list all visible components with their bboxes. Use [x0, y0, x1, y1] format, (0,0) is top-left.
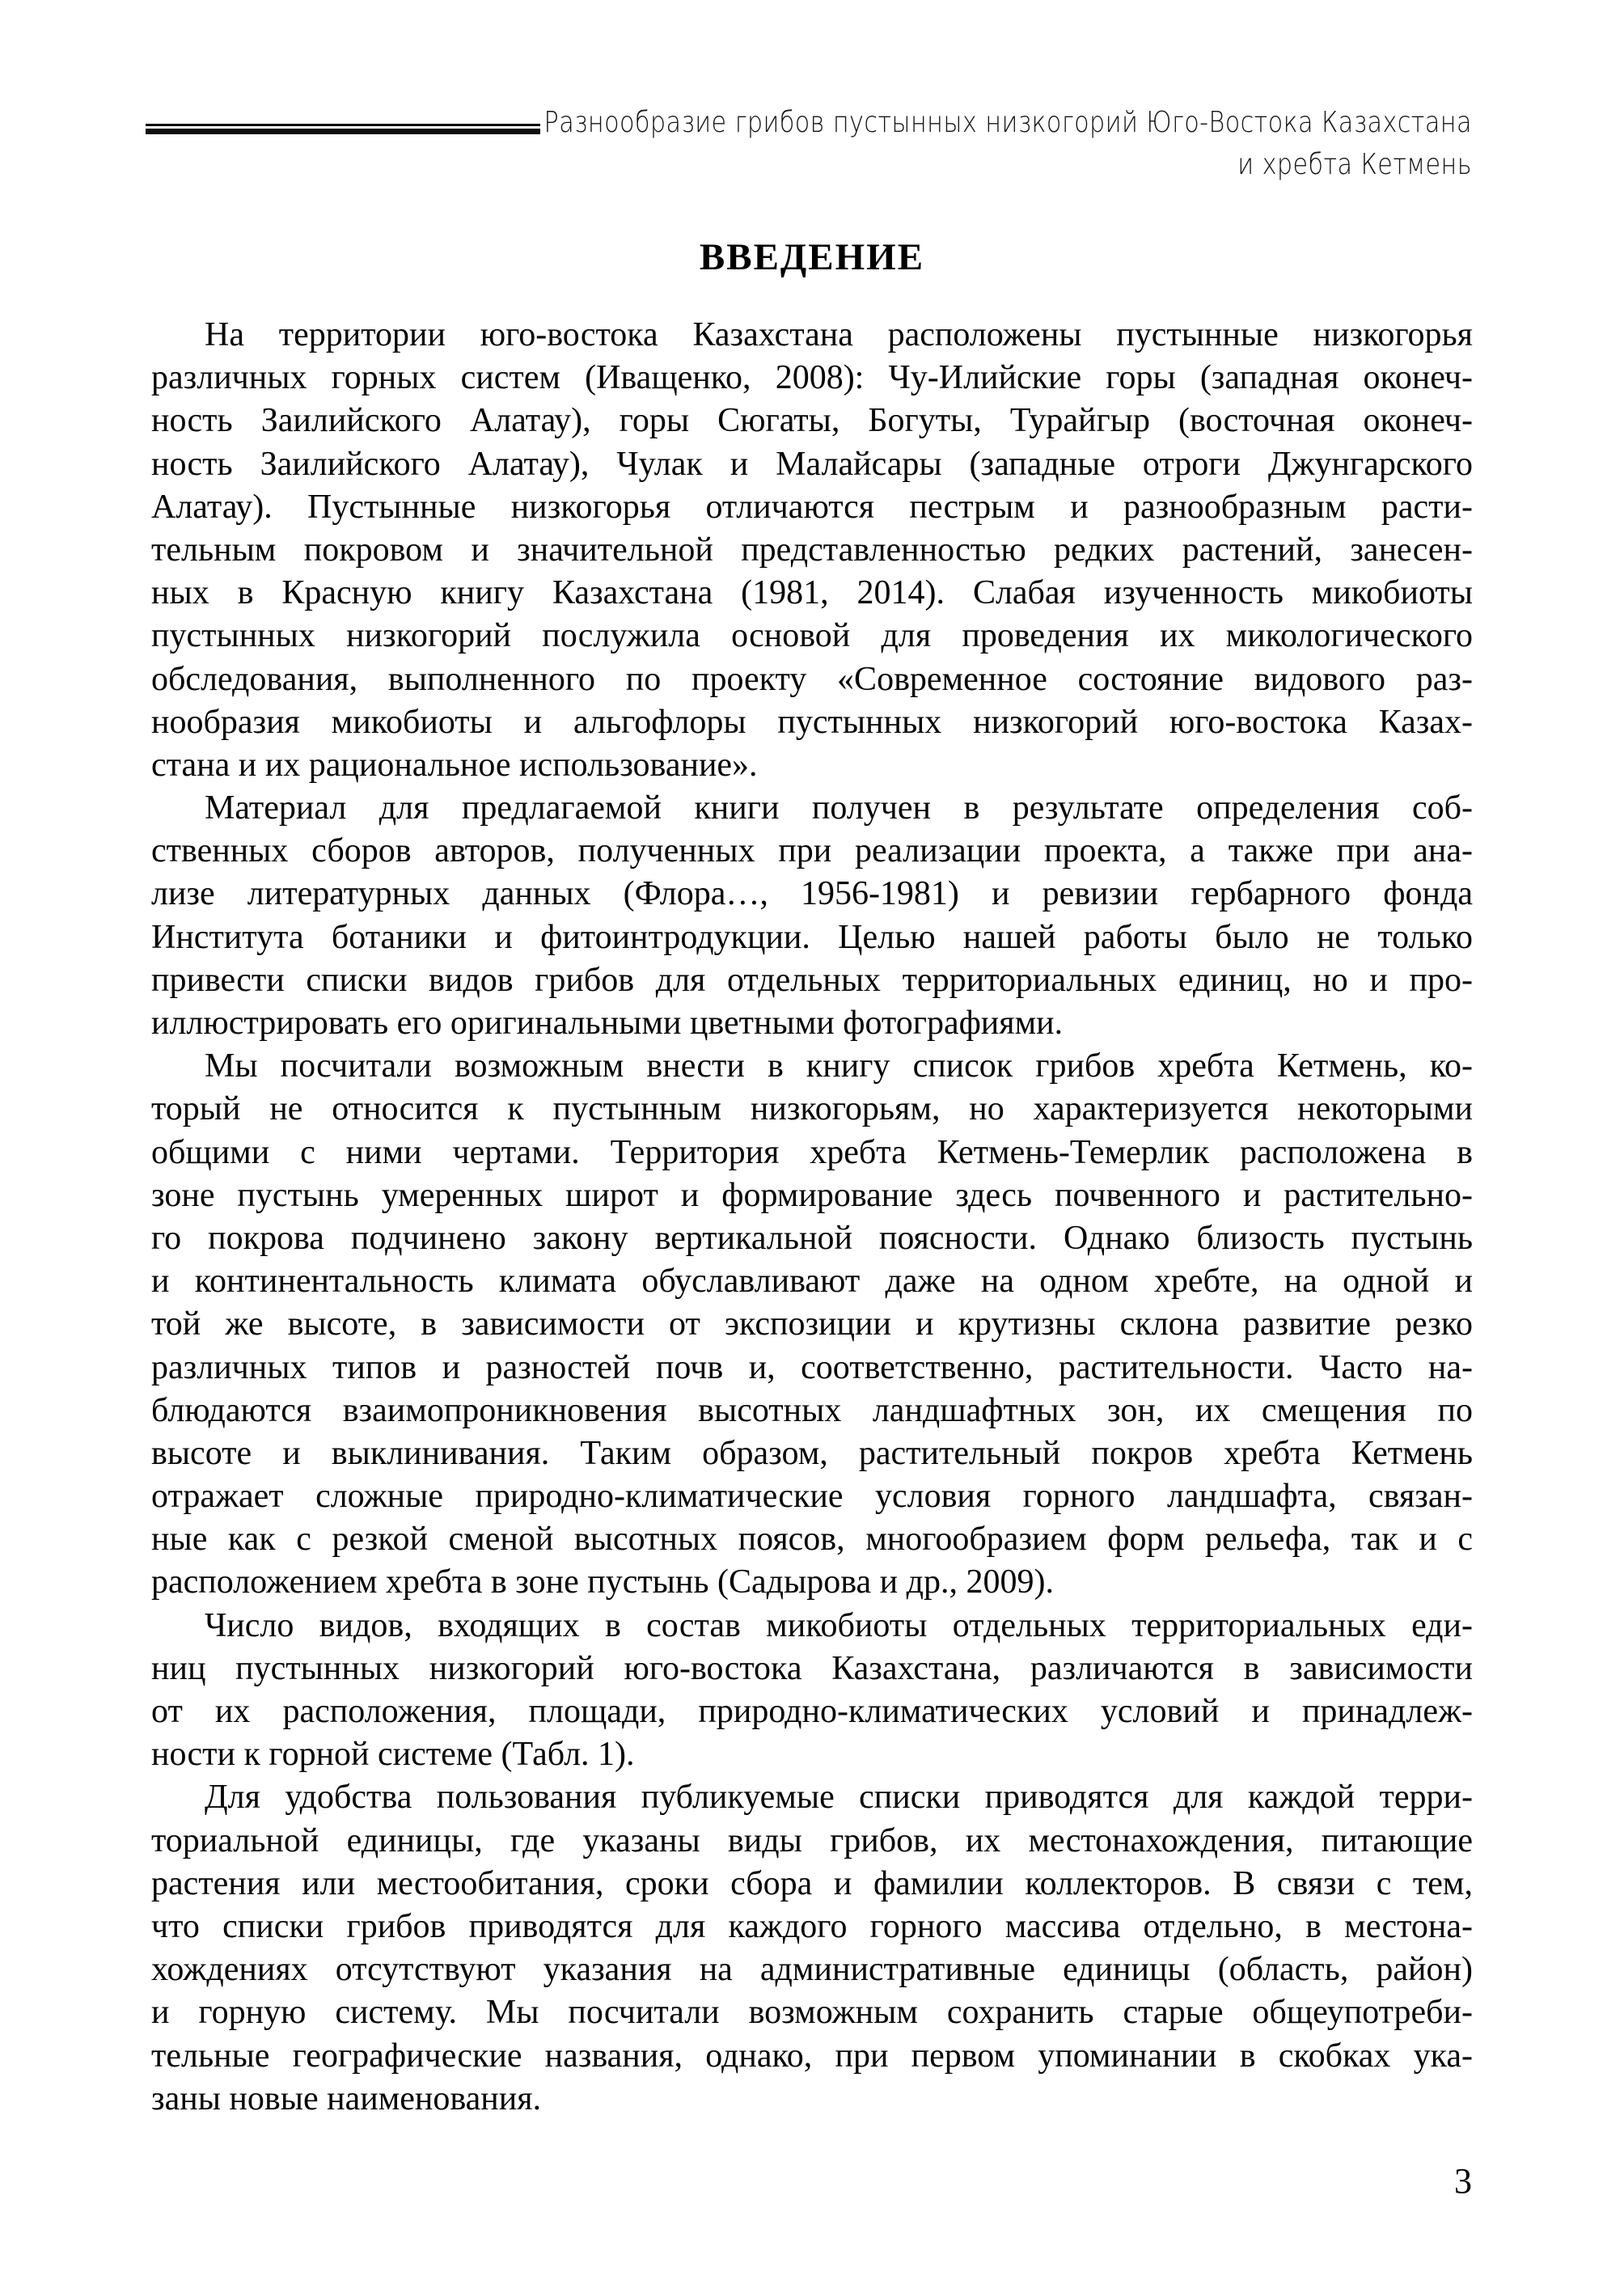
- body-line: Мы посчитали возможным внести в книгу список грибов хребта Кетмень, ко-: [205, 1047, 1473, 1085]
- body-line: го покрова подчинено закону вертикальной поясности. Однако близость пустынь: [151, 1219, 1473, 1257]
- body-line: ториальной единицы, где указаны виды грибов, их местонахождения, питающие: [151, 1821, 1473, 1859]
- chapter-title: ВВЕДЕНИЕ: [699, 236, 925, 279]
- body-line: Института ботаники и фитоинтродукции. Целью нашей работы было не только: [151, 918, 1473, 956]
- body-line: блюдаются взаимопроникновения высотных ландшафтных зон, их смещения по: [151, 1391, 1473, 1429]
- body-line: Алатау). Пустынные низкогорья отличаются пестрым и разнообразным расти-: [151, 488, 1473, 526]
- body-line: ных в Красную книгу Казахстана (1981, 2014). Слабая изученность микобиоты: [151, 574, 1473, 612]
- body-line: отражает сложные природно-климатические условия горного ландшафта, связан-: [151, 1478, 1473, 1516]
- body-line: и континентальность климата обуславливают даже на одном хребте, на одной и: [151, 1263, 1473, 1301]
- body-line: привести списки видов грибов для отдельных территориальных единиц, но и про-: [151, 961, 1473, 999]
- running-header-line-2: и хребта Кетмень: [1237, 148, 1472, 181]
- body-line: что списки грибов приводятся для каждого горного массива отдельно, в местона-: [151, 1907, 1473, 1945]
- body-line: той же высоте, в зависимости от экспозиции и крутизны склона развитие резко: [151, 1305, 1473, 1343]
- body-line: зоне пустынь умеренных широт и формирование здесь почвенного и растительно-: [151, 1176, 1473, 1214]
- body-line: обследования, выполненного по проекту «Современное состояние видового раз-: [151, 660, 1473, 698]
- body-line: торый не относится к пустынным низкогорьям, но характеризуется некоторыми: [151, 1090, 1473, 1128]
- body-line: различных типов и разностей почв и, соответственно, растительности. Часто на-: [151, 1348, 1473, 1386]
- body-line: ность Заилийского Алатау), горы Сюгаты, Богуты, Турайгыр (восточная оконеч-: [151, 402, 1473, 440]
- body-line: Материал для предлагаемой книги получен в результате определения соб-: [205, 789, 1473, 827]
- body-line: хождениях отсутствуют указания на административные единицы (область, район): [151, 1951, 1473, 1989]
- body-line: тельные географические названия, однако, при первом упоминании в скобках ука-: [151, 2037, 1473, 2075]
- body-line: различных горных систем (Иващенко, 2008): Чу-Илийские горы (западная оконеч-: [151, 359, 1473, 397]
- body-line: ственных сборов авторов, полученных при реализации проекта, а также при ана-: [151, 832, 1473, 870]
- body-line: высоте и выклинивания. Таким образом, растительный покров хребта Кетмень: [151, 1434, 1473, 1472]
- body-line: ные как с резкой сменой высотных поясов, многообразием форм рельефа, так и с: [151, 1521, 1473, 1559]
- body-line: нообразия микобиоты и альгофлоры пустынных низкогорий юго-востока Казах-: [151, 703, 1473, 741]
- body-line: иллюстрировать его оригинальными цветными фотографиями.: [151, 1005, 1064, 1042]
- body-line: от их расположения, площади, природно-климатических условий и принадлеж-: [151, 1693, 1473, 1730]
- body-line: ности к горной системе (Табл. 1).: [151, 1736, 635, 1774]
- body-line: лизе литературных данных (Флора…, 1956-1981) и ревизии гербарного фонда: [151, 875, 1473, 913]
- page-number: 3: [1454, 2161, 1472, 2201]
- body-line: расположением хребта в зоне пустынь (Садырова и др., 2009).: [151, 1563, 1055, 1601]
- body-line: тельным покровом и значительной представленностью редких растений, занесен-: [151, 531, 1473, 569]
- body-line: заны новые наименования.: [151, 2079, 542, 2117]
- body-text: [151, 314, 1473, 2121]
- body-line: На территории юго-востока Казахстана расположены пустынные низкогорья: [205, 316, 1473, 353]
- body-line: стана и их рациональное использование».: [151, 746, 758, 784]
- body-line: общими с ними чертами. Территория хребта Кетмень-Темерлик расположена в: [151, 1133, 1473, 1171]
- body-line: пустынных низкогорий послужила основой для проведения их микологического: [151, 617, 1473, 655]
- body-line: Число видов, входящих в состав микобиоты отдельных территориальных еди-: [205, 1606, 1473, 1644]
- body-line: ниц пустынных низкогорий юго-востока Казахстана, различаются в зависимости: [151, 1649, 1473, 1687]
- running-header: [367, 102, 1472, 186]
- body-line: и горную систему. Мы посчитали возможным сохранить старые общеупотреби-: [151, 1994, 1473, 2032]
- body-line: Для удобства пользования публикуемые списки приводятся для каждой терри-: [205, 1779, 1473, 1817]
- body-line: ность Заилийского Алатау), Чулак и Малайсары (западные отроги Джунгарского: [151, 445, 1473, 483]
- body-line: растения или местообитания, сроки сбора и фамилии коллекторов. В связи с тем,: [151, 1864, 1473, 1902]
- running-header-line-1: Разнообразие грибов пустынных низкогорий Юго-Востока Казахстана: [543, 106, 1472, 139]
